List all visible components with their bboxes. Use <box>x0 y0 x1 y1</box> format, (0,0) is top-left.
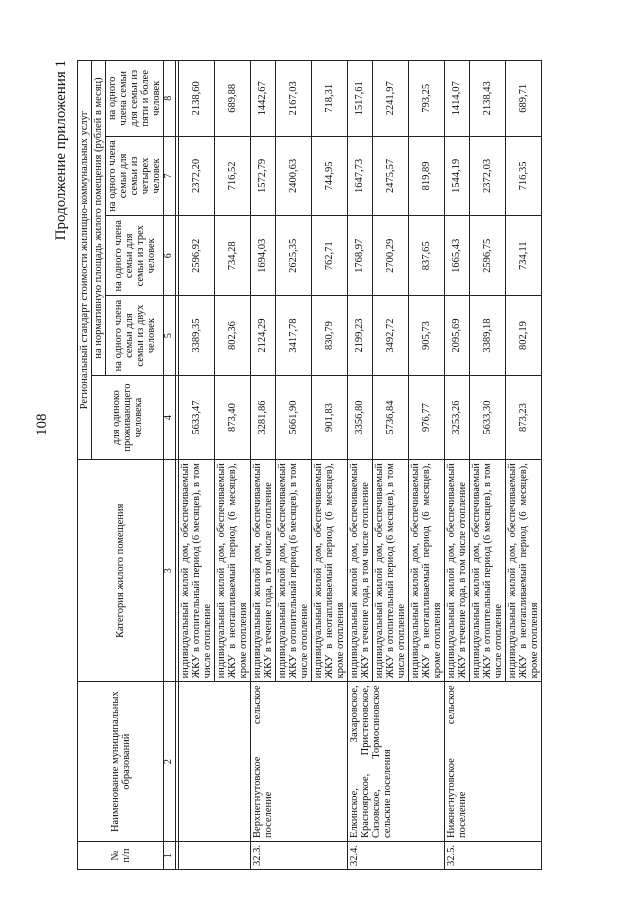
row-value: 744,95 <box>311 136 347 216</box>
row-value: 1694,03 <box>250 216 275 296</box>
row-value: 5633,30 <box>469 376 505 460</box>
row-value: 762,71 <box>311 216 347 296</box>
row-category: индивидуальный жилой дом, обеспечиваемый ЖКУ в отопительный период (6 месяцев), в том числе отопление <box>372 460 408 682</box>
row-value: 2138,60 <box>178 61 214 137</box>
row-municipality: Елкинское, Захаровское, Красноярское, Пристеновское, Сизовское, Тормосиновское сельские поселения <box>347 682 444 842</box>
column-number: 8 <box>164 61 176 137</box>
header-category: Категория жилого помещения <box>78 460 164 682</box>
row-value: 3417,78 <box>275 296 311 376</box>
row-value: 2475,57 <box>372 136 408 216</box>
row-value: 5661,90 <box>275 376 311 460</box>
row-value: 802,19 <box>506 296 542 376</box>
header-no: № п/п <box>78 841 164 869</box>
row-value: 3253,26 <box>444 376 469 460</box>
row-value: 689,71 <box>506 61 542 137</box>
row-value: 837,65 <box>408 216 444 296</box>
row-value: 1572,79 <box>250 136 275 216</box>
row-value: 2124,29 <box>250 296 275 376</box>
row-category: индивидуальный жилой дом, обеспечиваемый ЖКУ в неотапливаемый период (6 месяцев), кроме отопления <box>506 460 542 682</box>
row-value: 5633,47 <box>178 376 214 460</box>
row-value: 2167,03 <box>275 61 311 137</box>
column-number: 1 <box>164 841 176 869</box>
column-number: 6 <box>164 216 176 296</box>
row-value: 2625,35 <box>275 216 311 296</box>
row-value: 3281,86 <box>250 376 275 460</box>
row-municipality: Верхнегнутовское сельское поселение <box>250 682 347 842</box>
row-municipality <box>178 682 250 842</box>
row-category: индивидуальный жилой дом, обеспечиваемый ЖКУ в неотапливаемый период (6 месяцев), кроме отопления <box>311 460 347 682</box>
row-value: 3356,80 <box>347 376 372 460</box>
row-value: 3389,18 <box>469 296 505 376</box>
row-category: индивидуальный жилой дом, обеспечиваемый ЖКУ в неотапливаемый период (6 месяцев), кроме отопления <box>408 460 444 682</box>
row-value: 976,77 <box>408 376 444 460</box>
header-sub7: на одного члена семьи для семьи из четырех человек <box>106 136 164 216</box>
row-value: 2372,20 <box>178 136 214 216</box>
column-number: 3 <box>164 460 176 682</box>
row-value: 901,83 <box>311 376 347 460</box>
row-value: 2400,63 <box>275 136 311 216</box>
row-value: 5736,84 <box>372 376 408 460</box>
header-standard: Региональный стандарт стоимости жилищно-коммунальных услуг <box>78 61 92 460</box>
row-code <box>178 841 250 869</box>
header-single: для одиноко проживающего человека <box>92 376 164 460</box>
row-value: 1647,73 <box>347 136 372 216</box>
row-value: 905,73 <box>408 296 444 376</box>
row-value: 2095,69 <box>444 296 469 376</box>
row-code: 32.3. <box>250 841 347 869</box>
row-value: 716,35 <box>506 136 542 216</box>
column-number: 7 <box>164 136 176 216</box>
row-value: 2700,29 <box>372 216 408 296</box>
table-row <box>444 61 469 870</box>
row-value: 1665,43 <box>444 216 469 296</box>
header-family: на нормативную площадь жилого помещения (рублей в месяц) <box>92 61 106 376</box>
row-value: 734,11 <box>506 216 542 296</box>
table-row <box>347 61 372 870</box>
row-value: 830,79 <box>311 296 347 376</box>
row-category: индивидуальный жилой дом, обеспечиваемый ЖКУ в течение года, в том числе отопление <box>444 460 469 682</box>
row-value: 734,28 <box>214 216 250 296</box>
row-value: 2241,97 <box>372 61 408 137</box>
row-category: индивидуальный жилой дом, обеспечиваемый ЖКУ в неотапливаемый период (6 месяцев), кроме отопления <box>214 460 250 682</box>
header-name: Наименование муниципальных образований <box>78 682 164 842</box>
row-category: индивидуальный жилой дом, обеспечиваемый ЖКУ в течение года, в том числе отопление <box>347 460 372 682</box>
row-code: 32.4. <box>347 841 444 869</box>
row-value: 2372,03 <box>469 136 505 216</box>
row-value: 873,40 <box>214 376 250 460</box>
row-value: 1442,67 <box>250 61 275 137</box>
row-value: 718,31 <box>311 61 347 137</box>
page-number: 108 <box>34 413 50 436</box>
row-value: 689,88 <box>214 61 250 137</box>
appendix-label: Продолжение приложения 1 <box>53 60 69 241</box>
column-number: 5 <box>164 296 176 376</box>
tariff-table <box>77 60 542 870</box>
row-value: 1517,61 <box>347 61 372 137</box>
table-row <box>178 61 214 870</box>
column-numbers-row <box>164 61 176 870</box>
column-number: 4 <box>164 376 176 460</box>
row-code: 32.5. <box>444 841 541 869</box>
row-value: 1544,19 <box>444 136 469 216</box>
row-value: 3492,72 <box>372 296 408 376</box>
row-category: индивидуальный жилой дом, обеспечиваемый ЖКУ в течение года, в том числе отопление <box>250 460 275 682</box>
row-value: 1768,97 <box>347 216 372 296</box>
header-sub5: на одного члена семьи для семьи из двух человек <box>106 296 164 376</box>
row-value: 802,36 <box>214 296 250 376</box>
row-category: индивидуальный жилой дом, обеспечиваемый ЖКУ в отопительный период (6 месяцев), в том числе отопление <box>275 460 311 682</box>
column-number: 2 <box>164 682 176 842</box>
row-value: 1414,07 <box>444 61 469 137</box>
row-value: 873,23 <box>506 376 542 460</box>
row-value: 3389,35 <box>178 296 214 376</box>
row-category: индивидуальный жилой дом, обеспечиваемый ЖКУ в отопительный период (6 месяцев), в том числе отопление <box>469 460 505 682</box>
row-value: 2138,43 <box>469 61 505 137</box>
row-value: 2199,23 <box>347 296 372 376</box>
table-row <box>250 61 275 870</box>
row-value: 716,52 <box>214 136 250 216</box>
row-value: 2596,75 <box>469 216 505 296</box>
row-value: 2596,92 <box>178 216 214 296</box>
row-category: индивидуальный жилой дом, обеспечиваемый ЖКУ в отопительный период (6 месяцев), в том числе отопление <box>178 460 214 682</box>
rotated-sheet <box>55 60 595 870</box>
row-value: 819,89 <box>408 136 444 216</box>
row-municipality: Нижнегнутовское сельское поселение <box>444 682 541 842</box>
header-sub6: на одного члена семьи для семьи из трех человек <box>106 216 164 296</box>
row-value: 793,25 <box>408 61 444 137</box>
header-sub8: на одного члена семьи для семьи из пяти и более человек <box>106 61 164 137</box>
table-body <box>175 61 541 870</box>
